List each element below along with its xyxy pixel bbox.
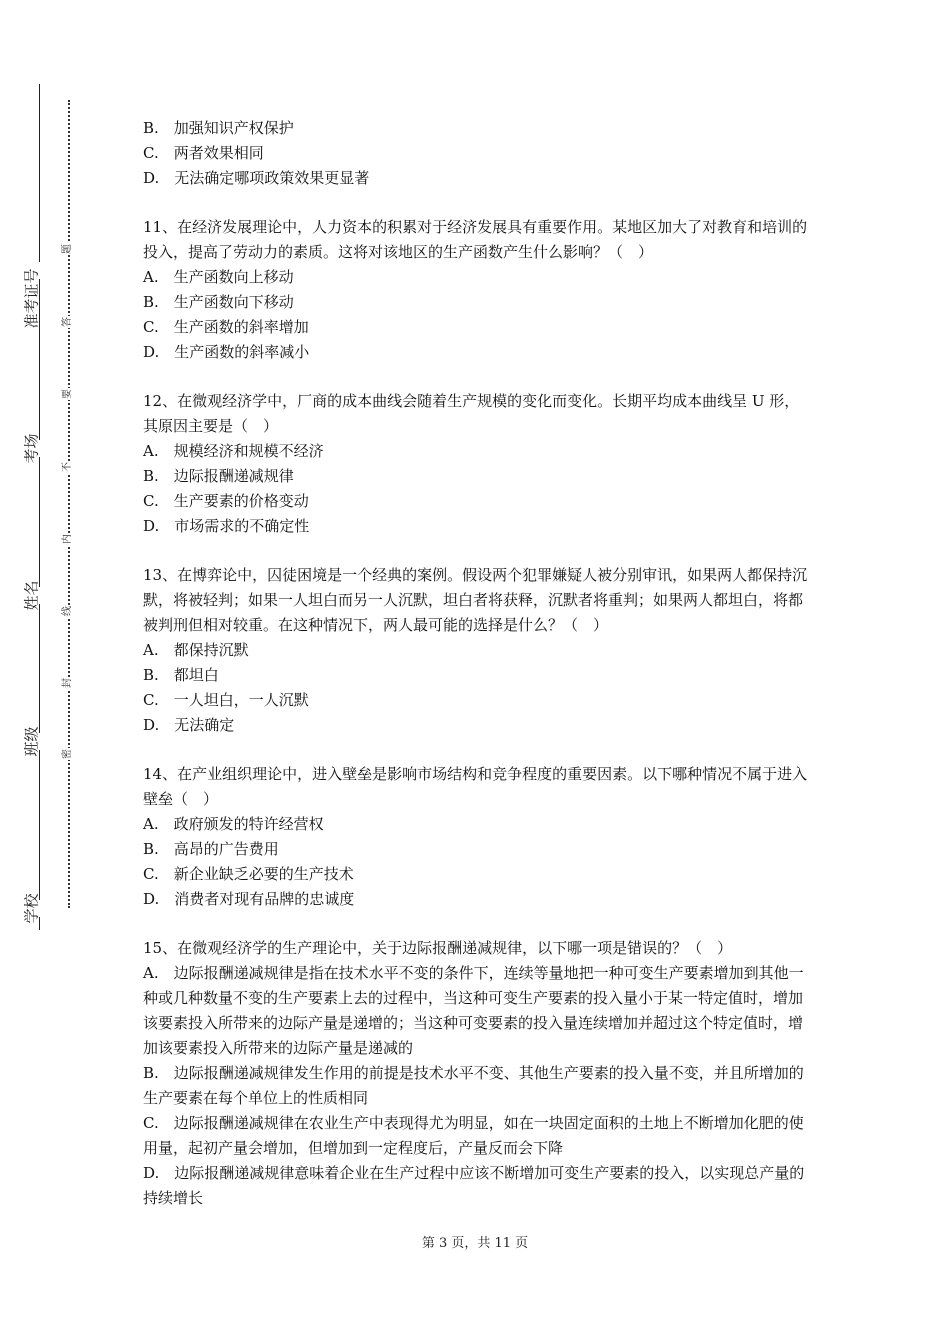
seal-char-mi: 密: [60, 748, 76, 760]
label-school: 学校: [22, 893, 41, 924]
option-d: D. 边际报酬递减规律意味着企业在生产过程中应该不断增加可变生产要素的投入，以实现总产量的持续增长: [143, 1164, 805, 1207]
option-c: C. 边际报酬递减规律在农业生产中表现得尤为明显，如在一块固定面积的土地上不断增加化肥的使用量，起初产量会增加，但增加到一定程度后，产量反而会下降: [143, 1114, 804, 1157]
label-exam-number: 准考证号: [22, 262, 42, 279]
option-a: A. 生产函数向上移动: [143, 268, 294, 286]
option-b: B. 都坦白: [143, 666, 219, 684]
binding-solid-line: [39, 84, 40, 930]
seal-char-xian: 线: [60, 605, 76, 617]
question-stem: 14、在产业组织理论中，进入壁垒是影响市场结构和竞争程度的重要因素。以下哪种情况不属于进入壁垒（ ）: [143, 765, 808, 808]
question-11: [143, 215, 813, 365]
option-d: D. 无法确定哪项政策效果更显著: [143, 169, 370, 187]
seal-char-ti: 题: [60, 243, 76, 255]
question-stem: 15、在微观经济学的生产理论中，关于边际报酬递减规律，以下哪一项是错误的？（ ）: [143, 939, 733, 957]
seal-char-bu: 不: [60, 461, 76, 473]
seal-char-da: 答: [60, 316, 76, 328]
option-c: C. 生产要素的价格变动: [143, 492, 309, 510]
option-c: C. 新企业缺乏必要的生产技术: [143, 865, 354, 883]
seal-char-nei: 内: [60, 533, 76, 545]
option-b: B. 高昂的广告费用: [143, 840, 279, 858]
label-exam-room: 考场: [22, 433, 41, 464]
question-stem: 12、在微观经济学中，厂商的成本曲线会随着生产规模的变化而变化。长期平均成本曲线呈 U 形，其原因主要是（ ）: [143, 392, 800, 435]
carryover-options: [143, 116, 813, 191]
label-name: 姓名: [22, 580, 41, 611]
option-b: B. 加强知识产权保护: [143, 119, 294, 137]
option-c: C. 生产函数的斜率增加: [143, 318, 309, 336]
option-a: A. 边际报酬递减规律是指在技术水平不变的条件下，连续等量地把一种可变生产要素增加到其他一种或几种数量不变的生产要素上去的过程中，当这种可变生产要素的投入量小于某一特定值时，增加该要素投入所带来的边际产量是递增的；当这种可变要素的投入量连续增加并超过这个特定值时，增加该要素投入所带来的边际产量是递减的: [143, 964, 804, 1057]
question-15: [143, 936, 813, 1211]
option-c: C. 一人坦白，一人沉默: [143, 691, 309, 709]
option-b: B. 生产函数向下移动: [143, 293, 294, 311]
label-class: 班级: [22, 726, 41, 757]
question-13: [143, 563, 813, 738]
page-footer: 第 3 页，共 11 页: [421, 1236, 529, 1251]
option-d: D. 生产函数的斜率减小: [143, 343, 310, 361]
option-b: B. 边际报酬递减规律: [143, 467, 294, 485]
option-d: D. 无法确定: [143, 716, 235, 734]
question-12: [143, 389, 813, 539]
option-d: D. 市场需求的不确定性: [143, 517, 310, 535]
seal-char-yao: 要: [60, 388, 76, 400]
option-a: A. 政府颁发的特许经营权: [143, 815, 324, 833]
question-stem: 11、在经济发展理论中，人力资本的积累对于经济发展具有重要作用。某地区加大了对教育和培训的投入，提高了劳动力的素质。这将对该地区的生产函数产生什么影响？（ ）: [143, 218, 808, 261]
question-14: [143, 762, 813, 912]
option-d: D. 消费者对现有品牌的忠诚度: [143, 890, 355, 908]
question-stem: 13、在博弈论中，囚徒困境是一个经典的案例。假设两个犯罪嫌疑人被分别审讯，如果两人都保持沉默，将被轻判；如果一人坦白而另一人沉默，坦白者将获释，沉默者将重判；如果两人都坦白，将都被判刑但相对较重。在这种情况下，两人最可能的选择是什么？（ ）: [143, 566, 808, 634]
option-b: B. 边际报酬递减规律发生作用的前提是技术水平不变、其他生产要素的投入量不变，并且所增加的生产要素在每个单位上的性质相同: [143, 1064, 804, 1107]
seal-char-feng: 封: [60, 677, 76, 689]
binding-dotted-line: [68, 100, 70, 908]
option-a: A. 都保持沉默: [143, 641, 249, 659]
option-c: C. 两者效果相同: [143, 144, 264, 162]
exam-content: [143, 116, 813, 1211]
option-a: A. 规模经济和规模不经济: [143, 442, 324, 460]
